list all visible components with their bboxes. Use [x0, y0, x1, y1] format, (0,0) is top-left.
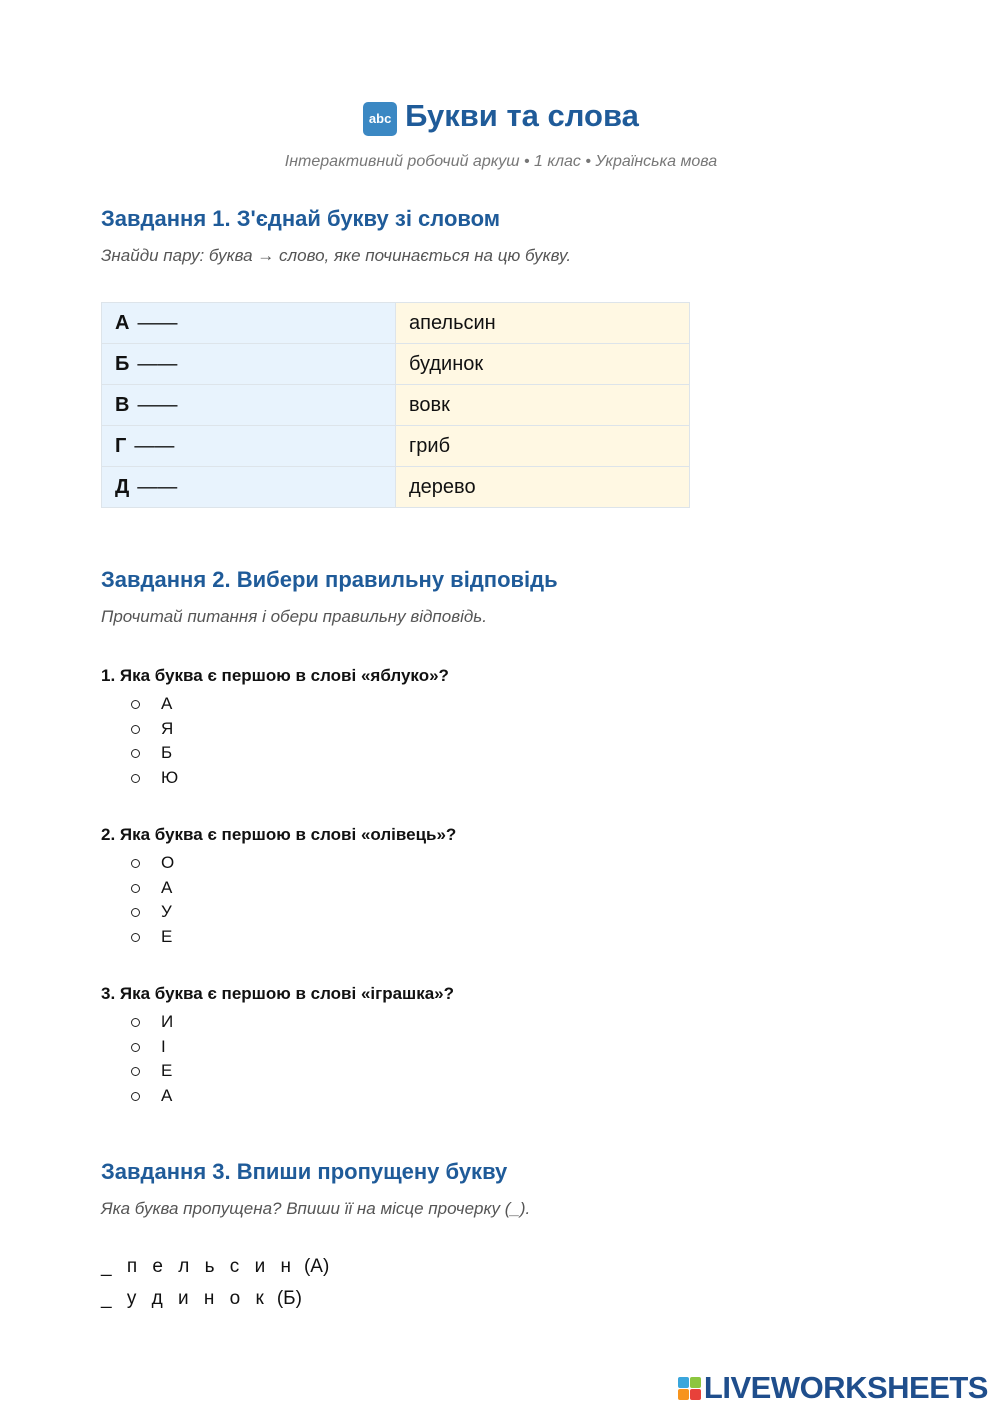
answer-option[interactable] [131, 741, 701, 766]
radio-circle-icon[interactable] [131, 908, 140, 917]
fill-hint: (Б) [276, 1288, 302, 1309]
answer-option[interactable] [131, 766, 701, 791]
answer-label: А [161, 1085, 173, 1105]
match-letter-cell[interactable] [102, 467, 396, 508]
answer-option[interactable] [131, 925, 701, 950]
question-text: 2. Яка буква є першою в слові «олівець»? [101, 825, 457, 844]
logo-blocks-icon [678, 1377, 701, 1400]
question-text: 1. Яка буква є першою в слові «яблуко»? [101, 666, 449, 685]
answer-label: А [161, 877, 173, 897]
logo-block [690, 1377, 701, 1388]
fill-item[interactable] [101, 1288, 302, 1310]
question-1 [101, 666, 701, 790]
liveworksheets-logo [678, 1370, 988, 1406]
answer-option[interactable] [131, 1010, 701, 1035]
answer-options [101, 851, 701, 949]
match-word: будинок [409, 352, 484, 375]
match-row [102, 426, 690, 467]
answer-option[interactable] [131, 851, 701, 876]
answer-label: Б [161, 743, 173, 763]
match-word-cell[interactable] [396, 303, 690, 344]
logo-block [678, 1389, 689, 1400]
answer-label: Е [161, 926, 173, 946]
radio-circle-icon[interactable] [131, 859, 140, 868]
abc-icon: abc [363, 102, 397, 136]
radio-circle-icon[interactable] [131, 884, 140, 893]
match-word-cell[interactable] [396, 344, 690, 385]
task2-description: Прочитай питання і обери правильну відповідь. [101, 607, 487, 626]
fill-item[interactable] [101, 1256, 329, 1278]
answer-options [101, 692, 701, 790]
radio-circle-icon[interactable] [131, 1092, 140, 1101]
radio-circle-icon[interactable] [131, 1043, 140, 1052]
radio-circle-icon[interactable] [131, 933, 140, 942]
radio-circle-icon[interactable] [131, 700, 140, 709]
match-letter: В [115, 393, 130, 416]
page-subtitle: Інтерактивний робочий аркуш • 1 клас • Українська мова [284, 153, 718, 170]
match-row [102, 303, 690, 344]
question-text: 3. Яка буква є першою в слові «іграшка»? [101, 984, 455, 1003]
match-letter: А [115, 311, 130, 334]
match-dash: —— [137, 352, 178, 375]
answer-options [101, 1010, 701, 1108]
page-title [101, 98, 901, 136]
match-dash: —— [137, 393, 178, 416]
answer-option[interactable] [131, 1059, 701, 1084]
task1-title: Завдання 1. З'єднай букву зі словом [101, 206, 501, 231]
answer-option[interactable] [131, 876, 701, 901]
match-word: апельсин [409, 311, 496, 334]
match-dash: —— [137, 475, 178, 498]
match-table [101, 302, 690, 508]
answer-label: Я [161, 718, 174, 738]
match-word: гриб [409, 434, 451, 457]
fill-word: _ п е л ь с и н [101, 1256, 296, 1277]
match-dash: —— [137, 311, 178, 334]
match-letter: Г [115, 434, 127, 457]
answer-label: А [161, 694, 173, 713]
match-word-cell[interactable] [396, 426, 690, 467]
answer-label: У [161, 902, 172, 922]
match-row [102, 467, 690, 508]
task3-description: Яка буква пропущена? Впиши її на місце прочерку (_). [101, 1199, 531, 1218]
match-dash: —— [134, 434, 175, 457]
match-word: вовк [409, 393, 450, 416]
match-letter-cell[interactable] [102, 344, 396, 385]
radio-circle-icon[interactable] [131, 1018, 140, 1027]
match-letter: Б [115, 352, 130, 375]
answer-option[interactable] [131, 1084, 701, 1109]
match-word-cell[interactable] [396, 467, 690, 508]
radio-circle-icon[interactable] [131, 774, 140, 783]
answer-label: И [161, 1012, 174, 1031]
radio-circle-icon[interactable] [131, 725, 140, 734]
question-2 [101, 825, 701, 949]
match-word: дерево [409, 475, 476, 498]
question-3 [101, 984, 701, 1108]
match-row [102, 344, 690, 385]
page-title-text: Букви та слова [405, 98, 639, 133]
radio-circle-icon[interactable] [131, 749, 140, 758]
answer-label: О [161, 853, 175, 872]
match-letter-cell[interactable] [102, 426, 396, 467]
match-row [102, 385, 690, 426]
task3-title: Завдання 3. Впиши пропущену букву [101, 1159, 508, 1184]
answer-option[interactable] [131, 1035, 701, 1060]
logo-text: LIVEWORKSHEETS [703, 1370, 988, 1405]
match-word-cell[interactable] [396, 385, 690, 426]
match-letter-cell[interactable] [102, 385, 396, 426]
task1-description: Знайди пару: буква → слово, яке починається на цю букву. [101, 246, 572, 265]
radio-circle-icon[interactable] [131, 1067, 140, 1076]
answer-label: Е [161, 1061, 173, 1081]
match-letter-cell[interactable] [102, 303, 396, 344]
logo-block [690, 1389, 701, 1400]
answer-option[interactable] [131, 900, 701, 925]
match-letter: Д [115, 475, 130, 498]
answer-option[interactable] [131, 717, 701, 742]
answer-label: Ю [161, 767, 179, 787]
answer-label: І [161, 1036, 166, 1056]
fill-word: _ у д и н о к [101, 1288, 269, 1309]
answer-option[interactable] [131, 692, 701, 717]
fill-hint: (А) [303, 1256, 330, 1277]
logo-block [678, 1377, 689, 1388]
task2-title: Завдання 2. Вибери правильну відповідь [101, 567, 558, 592]
